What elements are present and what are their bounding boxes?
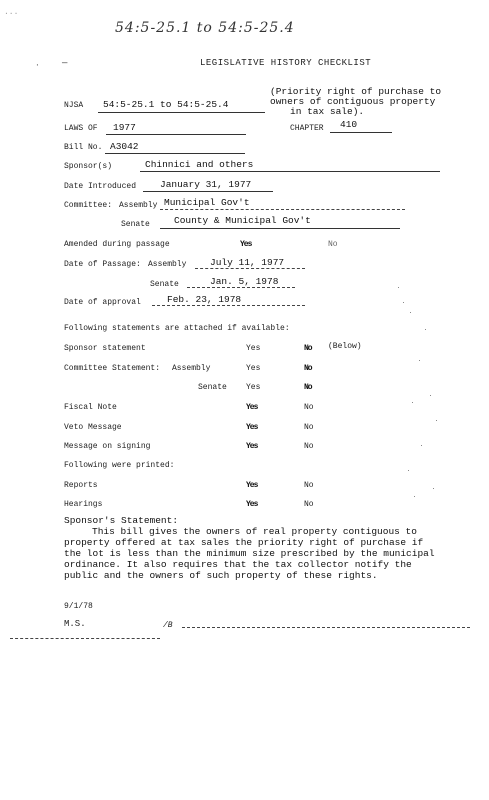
statement-label-sponsor: Sponsor statement	[64, 344, 146, 353]
approval-label: Date of approval	[64, 298, 141, 307]
laws-of-label: LAWS OF	[64, 124, 98, 133]
priority-note-line-2: owners of contiguous property	[270, 96, 436, 107]
committee-senate-label: Senate	[121, 220, 150, 229]
sponsor-statement-heading: Sponsor's Statement:	[64, 515, 179, 526]
initials-note: /B	[163, 621, 173, 630]
statement-no-assembly: No	[304, 364, 312, 373]
margin-dot: ·	[35, 61, 40, 70]
committee-assembly-value: Municipal Gov't	[164, 197, 250, 208]
printed-no-hearings: No	[304, 500, 314, 509]
passage-label: Date of Passage:	[64, 260, 141, 269]
following-attached: Following statements are attached if available:	[64, 324, 290, 333]
approval-value: Feb. 23, 1978	[167, 294, 242, 305]
statement-note-sponsor: (Below)	[328, 342, 362, 351]
njsa-label: NJSA	[64, 101, 84, 110]
statement-label-signing: Message on signing	[64, 442, 151, 451]
passage-assembly-label: Assembly	[148, 260, 187, 269]
statement-yes-signing: Yes	[246, 442, 258, 451]
chapter-underline	[330, 132, 392, 133]
bill-no-value: A3042	[110, 141, 139, 152]
printed-label-reports: Reports	[64, 481, 98, 490]
sponsors-underline	[140, 171, 440, 172]
sponsor-statement-line-2: property offered at tax sales the priority right of purchase if	[64, 537, 424, 548]
printed-yes-reports: Yes	[246, 481, 258, 490]
printed-no-reports: No	[304, 481, 314, 490]
sponsor-statement-body	[64, 526, 435, 581]
statement-no-sponsor: No	[304, 344, 312, 353]
njsa-underline	[98, 112, 265, 113]
amended-no: No	[328, 240, 338, 249]
committee-label: Committee:	[64, 201, 113, 210]
margin-dash: —	[62, 58, 68, 68]
passage-senate-value: Jan. 5, 1978	[210, 276, 279, 287]
page-title: LEGISLATIVE HISTORY CHECKLIST	[200, 58, 372, 68]
sponsors-label: Sponsor(s)	[64, 162, 113, 171]
printed-yes-hearings: Yes	[246, 500, 258, 509]
printed-label-hearings: Hearings	[64, 500, 103, 509]
committee-senate-value: County & Municipal Gov't	[174, 215, 311, 226]
date-introduced-underline	[143, 191, 273, 192]
committee-assembly-underline	[160, 209, 405, 210]
statement-yes-senate: Yes	[246, 383, 261, 392]
sponsor-statement-line-5: public and the owners of such property of these rights.	[64, 570, 378, 581]
committee-assembly-label: Assembly	[119, 201, 158, 210]
passage-senate-label: Senate	[150, 280, 179, 289]
footer-rule-right	[182, 627, 470, 628]
initials: M.S.	[64, 619, 86, 629]
approval-underline	[152, 305, 305, 306]
statement-label-committee: Committee Statement:	[64, 364, 161, 373]
statement-yes-veto: Yes	[246, 423, 258, 432]
statement-no-senate: No	[304, 383, 312, 392]
statement-sublabel-assembly: Assembly	[172, 364, 211, 373]
amended-label: Amended during passage	[64, 240, 170, 249]
statement-no-signing: No	[304, 442, 314, 451]
handwritten-header: 54:5-25.1 to 54:5-25.4	[115, 20, 295, 36]
bill-no-label: Bill No.	[64, 143, 103, 152]
statement-yes-fiscal: Yes	[246, 403, 258, 412]
passage-senate-underline	[187, 287, 295, 288]
statement-yes-sponsor: Yes	[246, 344, 261, 353]
following-printed: Following were printed:	[64, 461, 175, 470]
njsa-value: 54:5-25.1 to 54:5-25.4	[103, 99, 229, 110]
statement-label-fiscal: Fiscal Note	[64, 403, 117, 412]
statement-no-veto: No	[304, 423, 314, 432]
passage-assembly-underline	[195, 268, 305, 269]
laws-of-value: 1977	[113, 122, 136, 133]
priority-note-line-1: (Priority right of purchase to	[270, 86, 442, 97]
chapter-value: 410	[340, 119, 358, 130]
sponsor-statement-line-4: ordinance. It also requires that the tax collector notify the	[64, 559, 412, 570]
laws-of-underline	[106, 134, 246, 135]
date-introduced-label: Date Introduced	[64, 182, 137, 191]
sponsors-value: Chinnici and others	[145, 159, 254, 170]
margin-mark: ...	[4, 8, 19, 17]
priority-note	[270, 87, 441, 117]
statement-label-veto: Veto Message	[64, 423, 122, 432]
footer-rule-left	[10, 638, 160, 639]
priority-note-line-3: in tax sale).	[290, 106, 365, 117]
date-introduced-value: January 31, 1977	[160, 179, 252, 190]
bill-no-underline	[105, 153, 245, 154]
chapter-label: CHAPTER	[290, 124, 324, 133]
amended-yes: Yes	[240, 240, 252, 249]
committee-senate-underline	[160, 228, 400, 229]
sponsor-statement-line-3: the lot is less than the minimum size prescribed by the municipal	[64, 548, 435, 559]
date-stamp: 9/1/78	[64, 602, 93, 611]
statement-sublabel-senate: Senate	[198, 383, 227, 392]
passage-assembly-value: July 11, 1977	[210, 257, 285, 268]
sponsor-statement-line-1: This bill gives the owners of real property contiguous to	[92, 526, 417, 537]
statement-no-fiscal: No	[304, 403, 314, 412]
statement-yes-assembly: Yes	[246, 364, 261, 373]
